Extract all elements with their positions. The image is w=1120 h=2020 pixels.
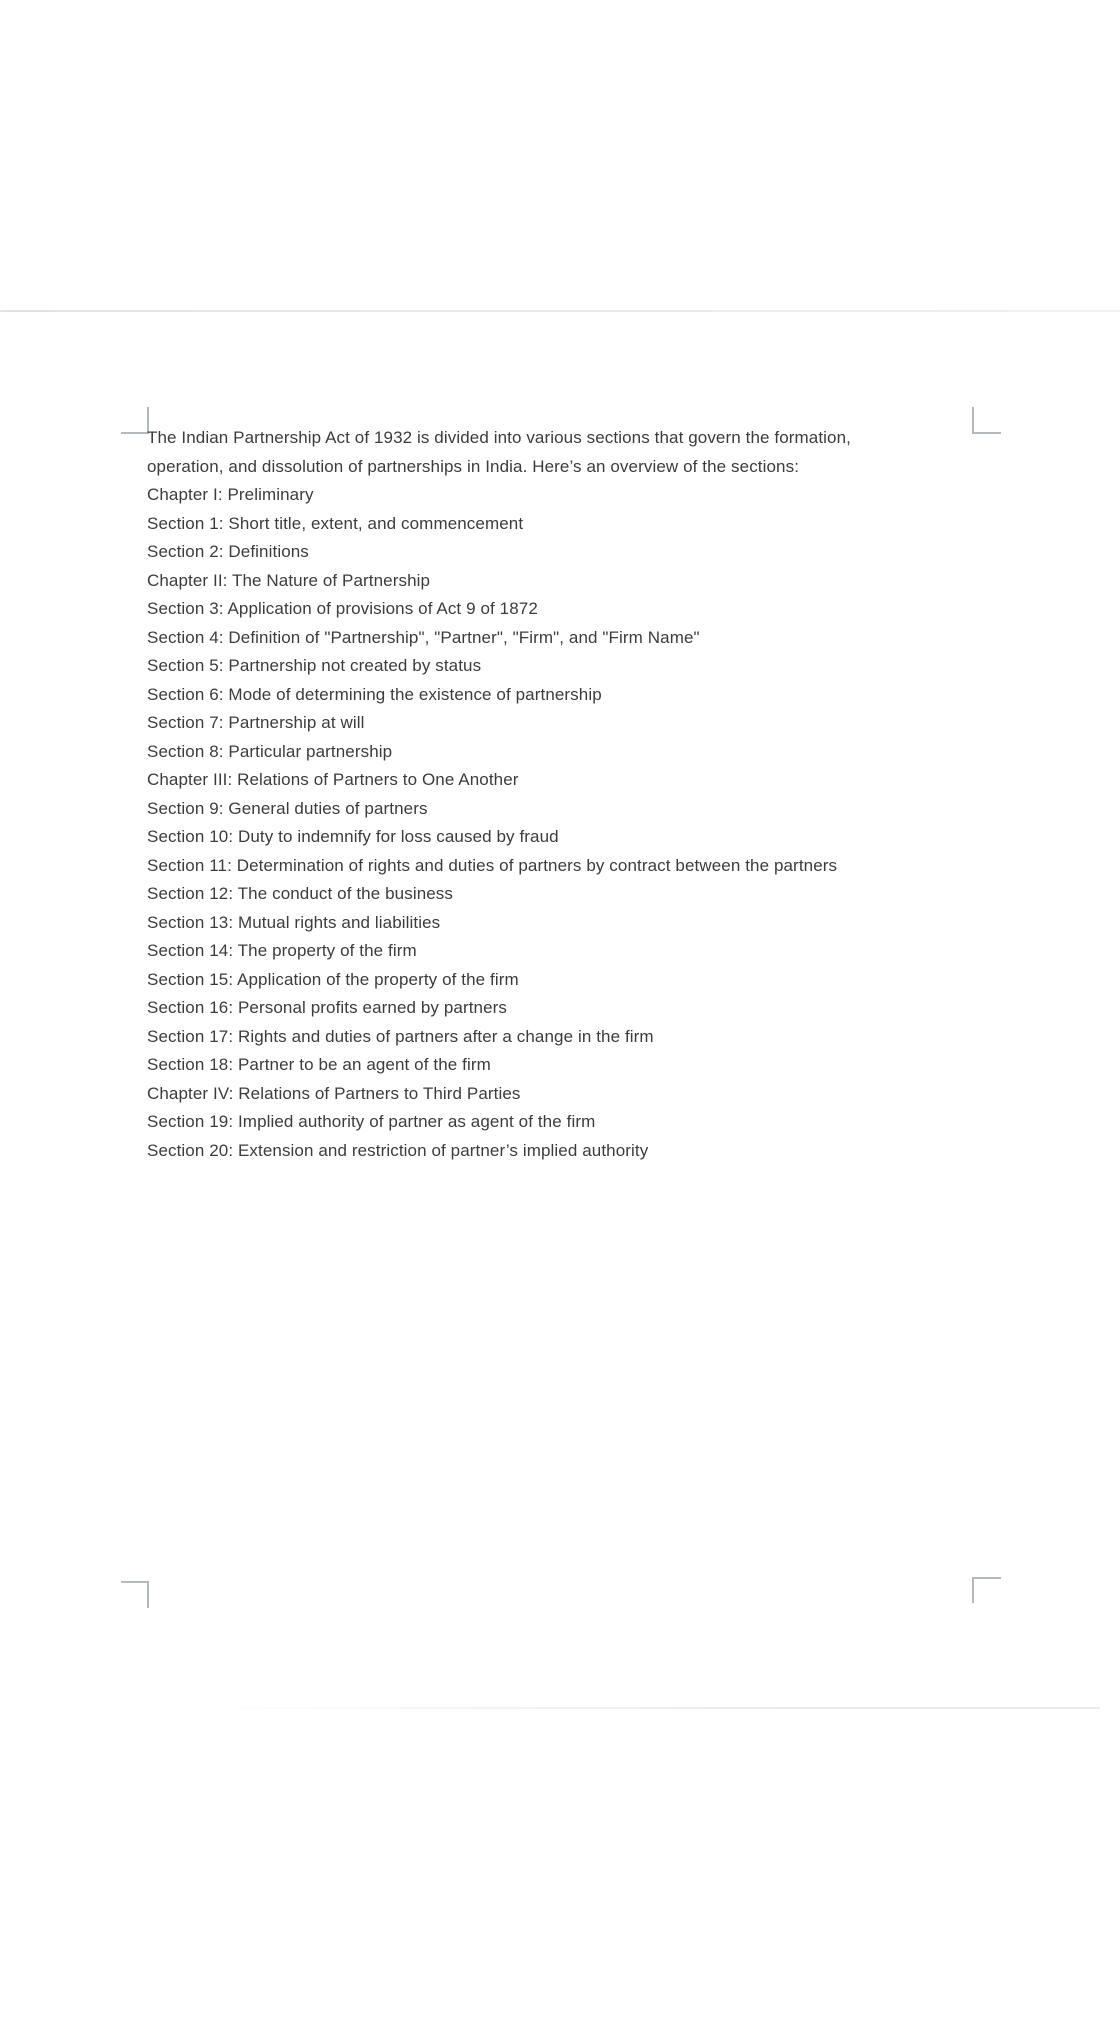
section-line: Section 20: Extension and restriction of partner’s implied authority — [147, 1140, 649, 1160]
section-line: Section 8: Particular partnership — [147, 741, 393, 761]
section-line: Section 4: Definition of "Partnership", "Partner", "Firm", and "Firm Name" — [147, 627, 700, 647]
section-line: Section 14: The property of the firm — [147, 941, 417, 960]
intro-line: The Indian Partnership Act of 1932 is divided into various sections that govern the formation, — [147, 428, 851, 447]
section-line: Section 13: Mutual rights and liabilities — [147, 912, 441, 932]
margin-corner-mark-bottom-right — [972, 1577, 1001, 1603]
section-line: Section 1: Short title, extent, and commencement — [147, 513, 524, 533]
intro-paragraph — [147, 424, 952, 481]
intro-line: operation, and dissolution of partnerships in India. Here’s an overview of the sections: — [147, 456, 800, 476]
section-line: Section 7: Partnership at will — [147, 713, 365, 732]
section-line: Section 12: The conduct of the business — [147, 884, 454, 903]
chapter-heading-line: Chapter II: The Nature of Partnership — [147, 570, 431, 590]
top-divider-line — [0, 310, 1120, 312]
margin-corner-mark-top-left — [121, 407, 149, 434]
chapter-heading-line: Chapter I: Preliminary — [147, 485, 314, 504]
section-line: Section 9: General duties of partners — [147, 798, 428, 818]
section-line: Section 5: Partnership not created by status — [147, 656, 482, 675]
section-line: Section 2: Definitions — [147, 542, 309, 561]
margin-corner-mark-top-right — [972, 407, 1001, 434]
document-body — [147, 424, 952, 1165]
section-line: Section 11: Determination of rights and duties of partners by contract between the partners — [147, 855, 838, 875]
section-line: Section 19: Implied authority of partner as agent of the firm — [147, 1112, 596, 1131]
chapter-heading-line: Chapter IV: Relations of Partners to Third Parties — [147, 1083, 521, 1103]
margin-corner-mark-bottom-left — [121, 1581, 149, 1608]
section-line: Section 6: Mode of determining the existence of partnership — [147, 684, 602, 704]
section-line: Section 3: Application of provisions of Act 9 of 1872 — [147, 599, 538, 618]
section-line: Section 15: Application of the property of the firm — [147, 969, 519, 989]
bottom-divider-line — [200, 1707, 1100, 1709]
section-line: Section 10: Duty to indemnify for loss caused by fraud — [147, 827, 559, 846]
section-line: Section 17: Rights and duties of partners after a change in the firm — [147, 1026, 654, 1046]
chapter-heading-line: Chapter III: Relations of Partners to One Another — [147, 770, 519, 789]
section-line: Section 16: Personal profits earned by partners — [147, 998, 508, 1017]
section-line: Section 18: Partner to be an agent of the firm — [147, 1055, 491, 1074]
